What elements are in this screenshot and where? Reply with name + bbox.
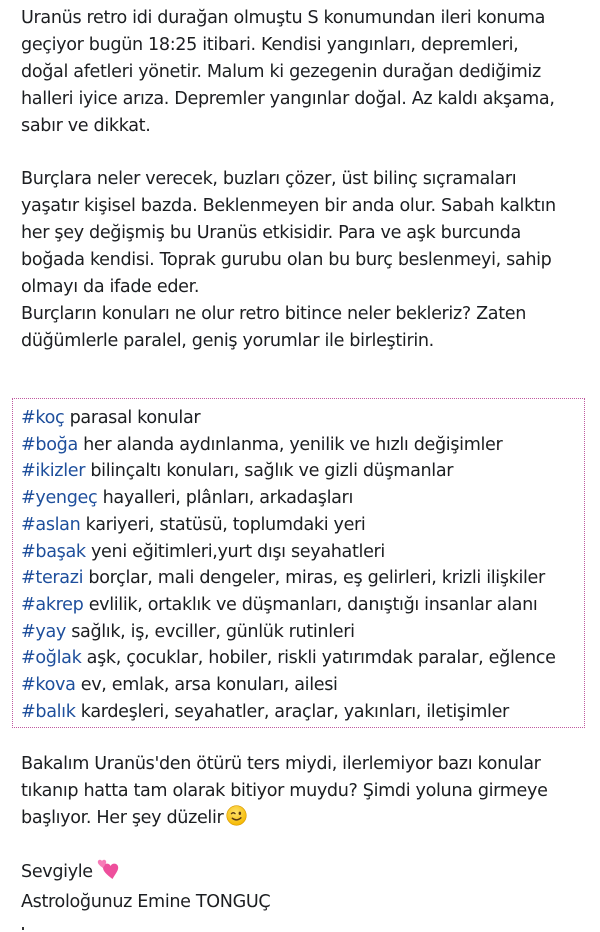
signature-block: [21, 858, 590, 916]
two-hearts-icon: [96, 858, 120, 889]
hashtag-description: evlilik, ortaklık ve düşmanları, danıştığı insanlar alanı: [83, 594, 538, 615]
hashtag-link[interactable]: #akrep: [21, 594, 84, 615]
hashtag-list: [21, 405, 556, 725]
hashtag-description: hayalleri, plânları, arkadaşları: [97, 488, 353, 509]
text-line: geçiyor bugün 18:25 itibari. Kendisi yangınları, depremleri,: [21, 35, 519, 55]
hashtag-link[interactable]: #koç: [21, 408, 65, 428]
author-line: Astroloğunuz Emine TONGUÇ: [21, 892, 271, 912]
hashtag-item: [21, 512, 556, 539]
hashtag-description: borçlar, mali dengeler, miras, eş gelirleri, krizli ilişkiler: [83, 568, 545, 589]
text-line: boğada kendisi. Toprak gurubu olan bu burç beslenmeyi, sahip: [21, 250, 552, 270]
hashtag-item: [21, 458, 556, 485]
hashtag-link[interactable]: #başak: [21, 541, 86, 562]
text-line: doğal afetleri yönetir. Malum ki gezegenin durağan dediğimiz: [21, 62, 541, 82]
hashtag-description: bilinçaltı konuları, sağlık ve gizli düşmanlar: [85, 461, 454, 482]
hashtag-link[interactable]: #aslan: [21, 514, 81, 535]
text-line: sabır ve dikkat.: [21, 116, 151, 136]
hashtag-item: [21, 699, 556, 726]
hashtag-link[interactable]: #oğlak: [21, 648, 82, 669]
text-line: Uranüs retro idi durağan olmuştu S konumundan ileri konuma: [21, 8, 546, 28]
hashtag-item: [21, 539, 556, 566]
hashtag-item: [21, 405, 556, 432]
text-line: halleri iyice arıza. Depremler yangınlar doğal. Az kaldı akşama,: [21, 89, 555, 109]
text-line: Burçlara neler verecek, buzları çözer, üst bilinç sıçramaları: [21, 169, 517, 189]
text-line: tıkanıp hatta tam olarak bitiyor muydu? Şimdi yoluna girmeye: [21, 781, 548, 801]
text-line: düğümlerle paralel, geniş yorumlar ile birleştirin.: [21, 331, 434, 351]
text-line: her şey değişmiş bu Uranüs etkisidir. Para ve aşk burcunda: [21, 223, 521, 243]
greeting-text: Sevgiyle: [21, 862, 93, 882]
hashtag-link[interactable]: #terazi: [21, 568, 84, 589]
hashtag-description: aşk, çocuklar, hobiler, riskli yatırımdak paralar, eğlence: [81, 648, 556, 669]
hashtag-item: [21, 432, 556, 459]
hashtag-link[interactable]: #yay: [21, 621, 66, 642]
hashtag-item: [21, 485, 556, 512]
hashtag-link[interactable]: #kova: [21, 675, 76, 696]
hashtag-item: [21, 565, 556, 592]
hashtag-description: yeni eğitimleri,yurt dışı seyahatleri: [85, 541, 385, 562]
hashtag-link[interactable]: #balık: [21, 701, 76, 722]
hashtag-description: her alanda aydınlanma, yenilik ve hızlı değişimler: [77, 434, 503, 455]
closing-paragraph: [21, 751, 590, 835]
zodiac-intro-paragraph: [21, 166, 590, 355]
text-line: yaşatır kişisel bazda. Beklenmeyen bir anda olur. Sabah kalktın: [21, 196, 556, 216]
text-line: olmayı da ifade eder.: [21, 277, 200, 297]
hashtag-description: ev, emlak, arsa konuları, ailesi: [75, 675, 338, 696]
text-line: Bakalım Uranüs'den ötürü ters miydi, ilerlemiyor bazı konular: [21, 754, 541, 774]
partial-text-fragment: [22, 927, 24, 930]
hashtag-description: sağlık, iş, evciller, günlük rutinleri: [65, 621, 355, 642]
hashtag-description: kariyeri, statüsü, toplumdaki yeri: [80, 514, 366, 535]
hashtag-item: [21, 672, 556, 699]
text-fragment: başlıyor. Her şey düzelir: [21, 808, 224, 828]
winking-face-icon: [226, 805, 247, 835]
text-line: Burçların konuları ne olur retro bitince neler bekleriz? Zaten: [21, 304, 527, 324]
intro-paragraph: [21, 5, 590, 140]
hashtag-item: [21, 619, 556, 646]
hashtag-item: [21, 645, 556, 672]
hashtag-description: kardeşleri, seyahatler, araçlar, yakınları, iletişimler: [75, 701, 509, 722]
text-line: [21, 805, 590, 835]
hashtag-description: parasal konular: [64, 408, 201, 428]
hashtag-item: [21, 592, 556, 619]
hashtag-link[interactable]: #boğa: [21, 434, 78, 455]
hashtag-link[interactable]: #yengeç: [21, 488, 98, 509]
hashtag-link[interactable]: #ikizler: [21, 461, 86, 482]
greeting-line: [21, 858, 590, 889]
